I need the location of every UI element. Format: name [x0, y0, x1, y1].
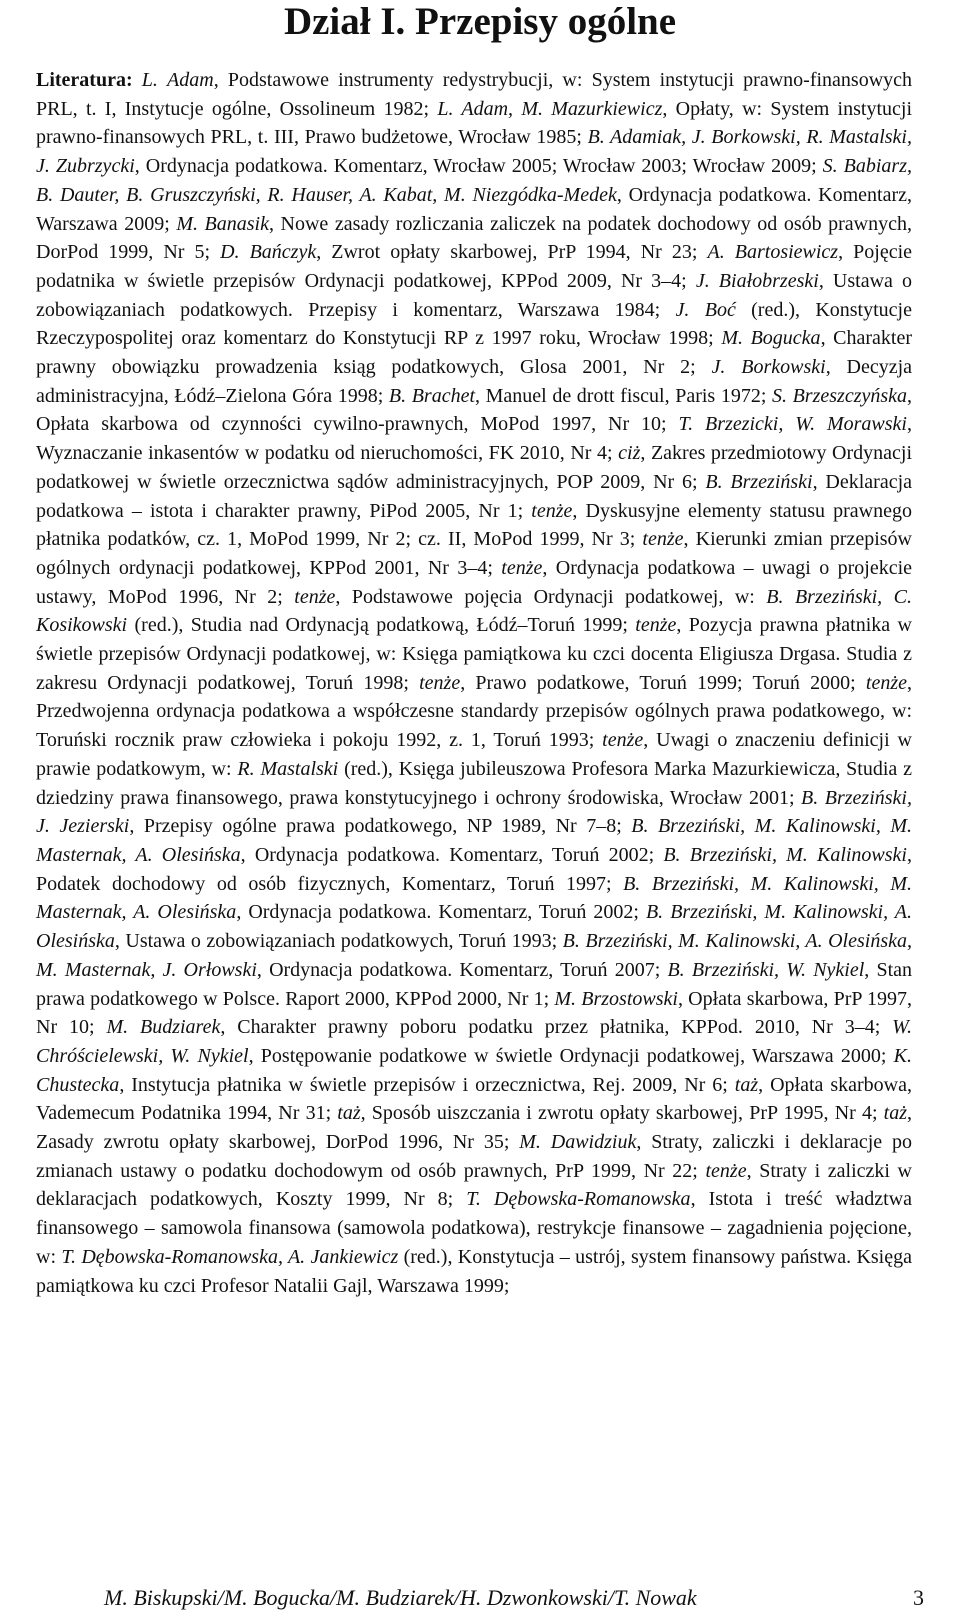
author-name: B. Brzeziński: [705, 470, 813, 493]
citation-text: , Charakter prawny poboru podatku przez płatnika, KPPod. 2010, Nr 3–4;: [220, 1016, 893, 1039]
citation-text: , Ustawa o zobowiązaniach podatkowych. Przepisy i komentarz, Warszawa 1984;: [36, 269, 912, 321]
author-name: B. Brzeziński, W. Nykiel: [667, 958, 865, 981]
literature-label: Literatura:: [36, 69, 133, 91]
footer-authors: M. Biskupski/M. Bogucka/M. Budziarek/H. Dzwonkowski/T. Nowak: [104, 1585, 697, 1610]
citation-text: (red.), Księga jubileuszowa Profesora Marka Mazurkiewicza, Studia z dziedziny prawa finansowego, prawa konstytucyjnego i ochrony środowiska, Wrocław 2001;: [36, 757, 912, 809]
author-name: J. Białobrzeski: [695, 269, 819, 292]
citation-text: , Postępowanie podatkowe w świetle Ordynacji podatkowej, Warszawa 2000;: [248, 1044, 894, 1067]
author-name: taż: [734, 1073, 759, 1096]
citation-text: , Przedwojenna ordynacja podatkowa a współczesne standardy przepisów ogólnych prawa podatkowego, w: Toruński rocznik praw człowieka i pokoju 1992, z. 1, Toruń 1993;: [36, 671, 913, 752]
citation-text: , Pojęcie podatnika w świetle przepisów Ordynacji podatkowej, KPPod 2009, Nr 3–4;: [36, 241, 913, 292]
citation-text: , Ordynacja podatkowa. Komentarz, Toruń 2007;: [256, 958, 668, 981]
author-name: M. Budziarek: [106, 1016, 221, 1039]
author-name: Adam: [167, 69, 214, 91]
author-name: S. Brzeszczyńska: [771, 384, 908, 407]
page-number: 3: [913, 1585, 924, 1610]
author-name: W. Chróścielewski, W. Nykiel: [36, 1016, 912, 1067]
citation-text: , Prawo podatkowe, Toruń 1999; Toruń 2000;: [460, 671, 866, 694]
citation-text: , Podstawowe instrumenty redystrybucji, w: System instytucji prawno-finansowych PRL, t. I, Instytucje ogólne, Ossolineum 1982;: [36, 69, 913, 120]
citation-text: (red.), Studia nad Ordynacją podatkową, Łódź–Toruń 1999;: [127, 614, 636, 637]
literature-paragraph: [36, 66, 912, 1300]
citation-text: , Zwrot opłaty skarbowej, PrP 1994, Nr 23;: [316, 241, 708, 264]
citation-text: , Ordynacja podatkowa. Komentarz, Toruń 2002;: [236, 901, 646, 924]
author-name: J. Boć: [675, 298, 736, 321]
author-name: M. Banasik: [176, 212, 269, 235]
literature-body: [36, 69, 912, 1297]
author-name: tenże: [602, 729, 644, 752]
citation-text: , Decyzja administracyjna, Łódź–Zielona Góra 1998;: [36, 356, 913, 407]
citation-text: , Podstawowe pojęcia Ordynacji podatkowej, w:: [335, 585, 767, 608]
citation-text: , Opłata skarbowa, Vademecum Podatnika 1994, Nr 31;: [36, 1073, 912, 1125]
citation-text: , Straty, zaliczki i deklaracje po zmianach ustawy o podatku dochodowym od osób prawnych, PrP 1999, Nr 22;: [36, 1131, 912, 1182]
author-name: J. Borkowski: [711, 356, 826, 379]
citation-text: (red.), Konstytucja – ustrój, system finansowy państwa. Księga pamiątkowa ku czci Profesor Natalii Gajl, Warszawa 1999;: [36, 1245, 912, 1297]
citation-text: [158, 69, 167, 91]
author-name: B. Brzeziński, M. Kalinowski: [663, 843, 907, 866]
citation-text: [133, 69, 142, 91]
author-name: B. Brachet: [388, 384, 476, 407]
citation-text: , Wyznaczanie inkasentów w podatku od nieruchomości, FK 2010, Nr 4;: [36, 413, 912, 465]
author-name: A. Bartosiewicz: [707, 241, 839, 264]
author-name: T. Brzezicki, W. Morawski: [678, 413, 907, 436]
author-name: K. Chustecka: [36, 1044, 912, 1096]
citation-text: , Ordynacja podatkowa. Komentarz, Toruń 2002;: [240, 843, 664, 866]
citation-text: , Sposób uiszczania i zwrotu opłaty skarbowej, PrP 1995, Nr 4;: [360, 1102, 884, 1125]
citation-text: , Ordynacja podatkowa. Komentarz, Warszawa 2009;: [36, 183, 912, 235]
author-name: B. Adamiak, J. Borkowski, R. Mastalski, J. Zubrzycki: [36, 126, 912, 178]
citation-text: , Zakres przedmiotowy Ordynacji podatkowej w świetle orzecznictwa sądów administracyjnych, POP 2009, Nr 6;: [36, 442, 912, 493]
author-name: R. Mastalski: [237, 757, 339, 780]
author-name: taż: [883, 1102, 908, 1125]
author-name: M. Brzostowski: [554, 987, 678, 1010]
citation-text: , Przepisy ogólne prawa podatkowego, NP 1989, Nr 7–8;: [129, 815, 632, 838]
citation-text: , Dyskusyjne elementy statusu prawnego płatnika podatków, cz. 1, MoPod 1999, Nr 2; cz. II, MoPod 1999, Nr 3;: [36, 499, 912, 551]
citation-text: , Charakter prawny obowiązku prowadzenia ksiąg podatkowych, Glosa 2001, Nr 2;: [36, 327, 913, 379]
citation-text: (red.), Konstytucje Rzeczypospolitej oraz komentarz do Konstytucji RP z 1997 roku, Wrocław 1998;: [36, 298, 912, 350]
author-name: L. Adam, M. Mazurkiewicz: [437, 97, 663, 120]
author-name: B. Brzeziński, M. Kalinowski, M. Masternak, A. Olesińska: [36, 815, 913, 866]
author-name: S. Babiarz, B. Dauter, B. Gruszczyński, R. Hauser, A. Kabat, M. Niezgódka-Medek: [36, 155, 912, 206]
citation-text: , Ustawa o zobowiązaniach podatkowych, Toruń 1993;: [114, 930, 563, 953]
citation-text: , Straty i zaliczki w deklaracjach podatkowych, Koszty 1999, Nr 8;: [36, 1159, 913, 1211]
citation-text: , Pozycja prawna płatnika w świetle przepisów Ordynacji podatkowej, w: Księga pamiątkowa ku czci docenta Eligiusza Drgasa. Studia z zakresu Ordynacji podatkowej, Toruń 1998;: [36, 614, 912, 694]
author-name: B. Brzeziński, M. Kalinowski, A. Olesińska, M. Masternak, J. Orłowski: [36, 930, 912, 981]
author-name: B. Brzeziński, C. Kosikowski: [36, 585, 912, 637]
author-name: M. Bogucka: [721, 327, 821, 350]
citation-text: , Ordynacja podatkowa. Komentarz, Wrocław 2005; Wrocław 2003; Wrocław 2009;: [134, 155, 823, 178]
author-name: ciż: [618, 442, 641, 465]
author-name: B. Brzeziński, M. Kalinowski, M. Masternak, A. Olesińska: [36, 872, 912, 924]
citation-text: , Kierunki zmian przepisów ogólnych ordynacji podatkowej, KPPod 2001, Nr 3–4;: [36, 528, 912, 579]
author-name: tenże: [531, 499, 573, 522]
author-name: B. Brzeziński, M. Kalinowski, A. Olesińska: [36, 901, 912, 953]
author-name: M. Dawidziuk: [519, 1131, 637, 1154]
citation-text: , Manuel de drott fiscul, Paris 1972;: [475, 384, 772, 407]
author-name: D. Bańczyk: [220, 241, 317, 264]
author-name: L.: [141, 69, 158, 91]
citation-text: , Stan prawa podatkowego w Polsce. Raport 2000, KPPod 2000, Nr 1;: [36, 958, 912, 1010]
author-name: tenże: [419, 671, 461, 694]
citation-text: , Instytucja płatnika w świetle przepisów i orzecznictwa, Rej. 2009, Nr 6;: [119, 1073, 735, 1096]
author-name: tenże: [865, 671, 908, 694]
author-name: taż: [337, 1102, 361, 1125]
author-name: T. Dębowska-Romanowska, A. Jankiewicz: [61, 1245, 399, 1268]
citation-text: , Ordynacja podatkowa – uwagi o projekcie ustawy, MoPod 1996, Nr 2;: [36, 556, 913, 608]
citation-text: , Podatek dochodowy od osób fizycznych, Komentarz, Toruń 1997;: [36, 843, 912, 895]
citation-text: , Nowe zasady rozliczania zaliczek na podatek dochodowy od osób prawnych, DorPod 1999, Nr 5;: [36, 212, 913, 264]
citation-text: , Zasady zwrotu opłaty skarbowej, DorPod 1996, Nr 35;: [36, 1102, 913, 1154]
citation-text: , Opłata skarbowa od czynności cywilno-prawnych, MoPod 1997, Nr 10;: [36, 384, 913, 436]
citation-text: , Deklaracja podatkowa – istota i charakter prawny, PiPod 2005, Nr 1;: [36, 470, 913, 522]
citation-text: , Opłaty, w: System instytucji prawno-finansowych PRL, t. III, Prawo budżetowe, Wrocław 1985;: [36, 97, 912, 149]
author-name: tenże: [642, 528, 684, 551]
citation-text: , Opłata skarbowa, PrP 1997, Nr 10;: [36, 987, 912, 1039]
author-name: B. Brzeziński, J. Jezierski: [36, 786, 912, 838]
citation-text: , Istota i treść władztwa finansowego – samowola finansowa (samowola podatkowa), restrykcje finansowe – zagadnienia pojęcione, w:: [36, 1188, 913, 1268]
author-name: T. Dębowska-Romanowska: [466, 1188, 691, 1211]
chapter-title: Dział I. Przepisy ogólne: [283, 0, 677, 43]
author-name: tenże: [501, 556, 543, 579]
author-name: tenże: [294, 585, 336, 608]
author-name: tenże: [635, 614, 677, 637]
author-name: tenże: [705, 1159, 747, 1182]
citation-text: , Uwagi o znaczeniu definicji w prawie podatkowym, w:: [36, 729, 912, 780]
